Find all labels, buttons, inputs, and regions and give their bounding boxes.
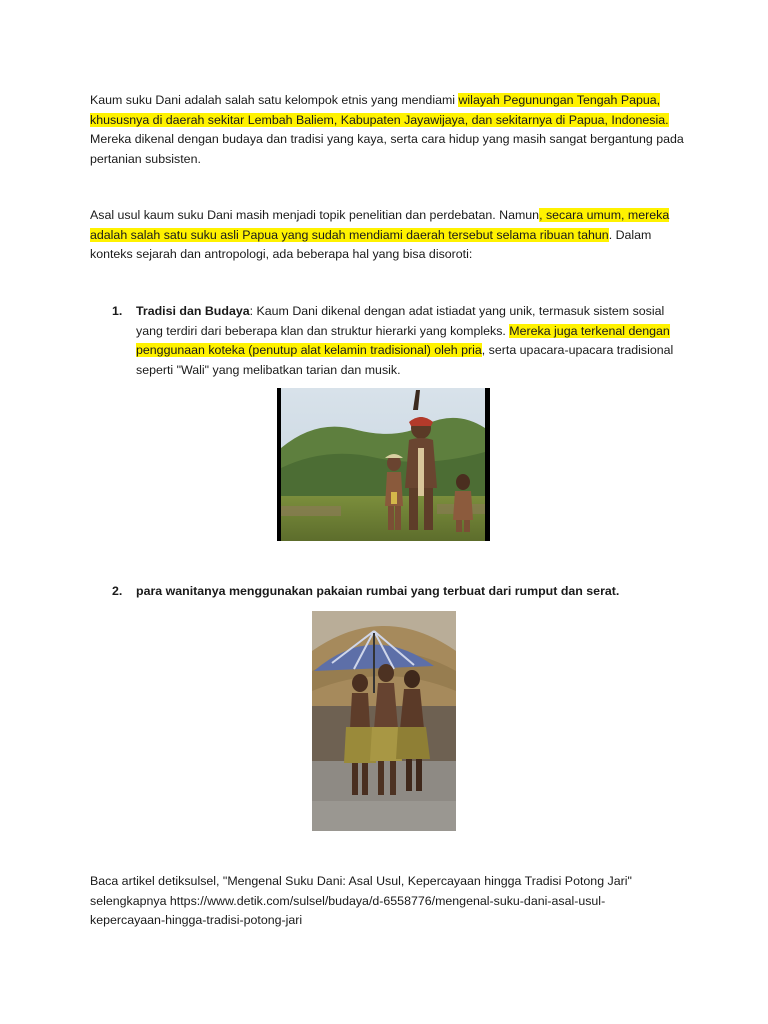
list-text-2: para wanitanya menggunakan pakaian rumbai yang terbuat dari rumput dan serat. [136,584,620,598]
list-item-2 [112,582,672,604]
intro-text-a: Kaum suku Dani adalah salah satu kelompok etnis yang mendiami [90,93,459,107]
list-text-1 [136,302,676,380]
footer-source [90,872,690,931]
origin-text-b: . Dalam konteks sejarah dan antropologi, ada beberapa hal yang bisa disoroti: [90,227,652,261]
paragraph-intro [90,91,690,169]
footer-line-2: selengkapnya https://www.detik.com/sulsel/budaya/d-6558776/mengenal-suku-dani-asal-usul- [90,893,606,908]
photo-dani-women-umbrella [312,611,456,831]
intro-highlight: wilayah Pegunungan Tengah Papua, khususnya di daerah sekitar Lembah Baliem, Kabupaten Jayawijaya, dan sekitarnya di Papua, Indonesia. [90,93,669,127]
paragraph-origin [90,206,690,265]
list-item-1 [112,302,672,382]
list-bold-label: Tradisi dan Budaya [136,304,250,318]
list1-text-b: , serta upacara-upacara tradisional seperti "Wali" yang melibatkan tarian dan musik. [136,343,674,377]
origin-highlight: , secara umum, mereka adalah salah satu suku asli Papua yang sudah mendiami daerah tersebut selama ribuan tahun [90,208,670,242]
footer-line-3: kepercayaan-hingga-tradisi-potong-jari [90,913,303,927]
list-number-2: 2. [112,584,123,598]
intro-text-b: Mereka dikenal dengan budaya dan tradisi yang kaya, serta cara hidup yang masih sangat bergantung pada pertanian subsisten. [90,132,684,166]
list1-text-a: : Kaum Dani dikenal dengan adat istiadat yang unik, termasuk sistem sosial yang terdiri dari beberapa klan dan struktur hierarki yang kompleks. [136,304,665,338]
list-number-1: 1. [112,304,123,318]
origin-text-a: Asal usul kaum suku Dani masih menjadi topik penelitian dan perdebatan. Namun [90,208,540,222]
footer-line-1: Baca artikel detiksulsel, "Mengenal Suku Dani: Asal Usul, Kepercayaan hingga Tradisi Potong Jari" [90,874,632,888]
photo-dani-man-children [277,388,490,541]
list1-highlight: Mereka juga terkenal dengan penggunaan koteka (penutup alat kelamin tradisional) oleh pria [136,323,670,357]
